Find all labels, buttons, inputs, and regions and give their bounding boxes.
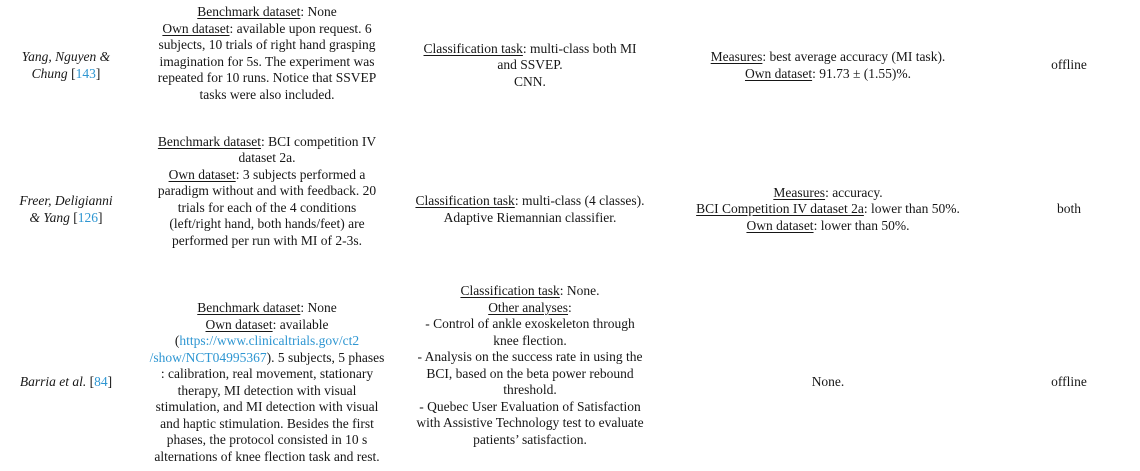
text-run: : None.: [559, 283, 600, 298]
text-line: [197, 300, 336, 317]
text-run: ]: [95, 65, 101, 81]
text-run: trials for each of the 4 conditions: [177, 199, 357, 215]
text-line: [178, 383, 357, 400]
measures-cell: [658, 7, 998, 124]
text-run: : available upon request. 6: [229, 20, 372, 36]
text-run: : best average accuracy (MI task).: [762, 49, 946, 64]
text-run: BCI Competition IV dataset 2a: [696, 201, 864, 217]
text-line: [167, 432, 368, 449]
text-run: - Control of ankle exoskeleton through: [425, 316, 635, 331]
dataset-cell: [132, 0, 402, 112]
classification-cell: [402, 7, 658, 124]
text-run: imagination for 5s. The experiment was: [159, 53, 375, 69]
dataset-cell: [132, 117, 402, 266]
reference-link[interactable]: /show/NCT04995367: [149, 349, 267, 365]
text-run: with Assistive Technology test to evaluate: [416, 415, 644, 430]
text-run: ]: [107, 374, 113, 390]
text-line: [419, 399, 641, 416]
text-line: [746, 218, 909, 235]
text-line: [158, 37, 375, 54]
dataset-cell: [132, 280, 402, 471]
text-line: [711, 49, 946, 66]
text-run: alternations of knee flection task and rest.: [154, 448, 380, 464]
text-line: [169, 167, 366, 184]
text-run: Benchmark dataset: [197, 4, 301, 19]
text-line: [160, 54, 375, 71]
text-run: Classification task: [423, 40, 523, 56]
text-run: dataset 2a.: [238, 150, 296, 166]
text-run: : accuracy.: [825, 184, 883, 200]
text-line: [150, 350, 385, 367]
text-line: [493, 333, 566, 350]
text-run: Chung: [31, 65, 72, 81]
text-line: [745, 66, 911, 83]
text-run: Benchmark dataset: [157, 133, 261, 149]
text-run: (left/right hand, both hands/feet) are: [169, 216, 365, 232]
text-line: [175, 333, 359, 350]
text-line: [154, 449, 379, 466]
text-line: [19, 193, 112, 210]
text-line: [415, 193, 644, 210]
text-line: [29, 210, 102, 227]
mode-label: offline: [1051, 374, 1087, 390]
mode-label: offline: [1051, 57, 1087, 73]
text-run: Own dataset: [162, 20, 230, 36]
text-run: : multi-class (4 classes).: [514, 193, 645, 208]
text-line: [197, 4, 336, 21]
text-run: paradigm without and with feedback. 20: [157, 183, 377, 199]
text-line: [158, 70, 377, 87]
text-line: [425, 316, 635, 333]
text-run: : 91.73 ± (1.55)%.: [812, 65, 911, 81]
text-line: [172, 233, 362, 250]
text-run: subjects, 10 trials of right hand grasping: [158, 37, 376, 52]
text-line: [488, 300, 572, 317]
text-run: - Quebec User Evaluation of Satisfaction: [419, 398, 641, 414]
text-run: Own dataset: [744, 65, 813, 81]
text-run: None.: [811, 374, 845, 390]
text-run: CNN.: [514, 73, 546, 89]
text-line: [158, 183, 376, 200]
text-run: - Analysis on the success rate in using the: [417, 349, 643, 364]
text-run: Measures: [710, 49, 763, 64]
text-line: [497, 57, 562, 74]
text-run: & Yang: [29, 209, 74, 225]
classification-cell: [402, 263, 658, 468]
measures-cell: [658, 280, 998, 471]
text-run: Own dataset: [168, 166, 236, 182]
text-run: : available: [272, 316, 329, 332]
text-line: [416, 415, 643, 432]
text-line: [503, 382, 557, 399]
text-run: Classification task: [415, 193, 515, 208]
classification-cell: [402, 135, 658, 284]
text-line: [160, 416, 374, 433]
text-line: [169, 216, 364, 233]
text-run: patients’ satisfaction.: [473, 431, 587, 447]
text-run: : None: [300, 300, 337, 315]
mode-label: both: [1056, 201, 1081, 217]
text-run: [: [73, 209, 78, 225]
text-line: [162, 21, 371, 38]
text-run: : lower than 50%.: [813, 217, 910, 233]
text-run: Classification task: [460, 283, 560, 298]
text-line: [418, 349, 643, 366]
mode-cell: [998, 135, 1140, 284]
text-run: : multi-class both MI: [522, 40, 637, 56]
text-line: [158, 134, 376, 151]
text-run: knee flection.: [493, 332, 567, 348]
text-line: [161, 366, 373, 383]
text-line: [460, 283, 599, 300]
author-cell: [0, 7, 132, 124]
text-run: Barria et al.: [19, 374, 90, 390]
text-line: [773, 185, 882, 202]
author-cell: [0, 280, 132, 471]
text-run: repeated for 10 runs. Notice that SSVEP: [157, 70, 377, 85]
text-run: [: [71, 65, 76, 81]
text-line: [424, 41, 637, 58]
text-run: performed per run with MI of 2-3s.: [171, 232, 363, 248]
reference-link[interactable]: 143: [75, 65, 96, 81]
text-line: [812, 374, 845, 391]
text-line: [178, 200, 356, 217]
text-run: : calibration, real movement, stationary: [160, 366, 374, 381]
text-run: : None: [300, 4, 337, 19]
mode-cell: [998, 280, 1140, 471]
text-run: BCI, based on the beta power rebound: [426, 365, 634, 381]
text-run: Other analyses: [488, 299, 569, 315]
reference-link[interactable]: https://www.clinicaltrials.gov/ct2: [179, 333, 360, 348]
text-line: [206, 317, 329, 334]
text-line: [200, 87, 335, 104]
text-run: ]: [98, 209, 103, 225]
reference-link[interactable]: 84: [94, 374, 108, 390]
text-run: [: [89, 374, 95, 390]
text-run: stimulation, and MI detection with visual: [155, 399, 379, 414]
text-run: (: [174, 333, 180, 348]
text-run: therapy, MI detection with visual: [177, 382, 357, 398]
text-run: Adaptive Riemannian classifier.: [443, 209, 617, 225]
text-run: : BCI competition IV: [260, 133, 377, 149]
text-line: [473, 432, 587, 449]
text-run: Benchmark dataset: [197, 300, 301, 315]
text-run: Freer, Deligianni: [19, 193, 113, 208]
text-line: [156, 399, 379, 416]
text-run: Own dataset: [746, 217, 814, 233]
text-run: Measures: [773, 184, 826, 200]
text-run: Yang, Nguyen &: [21, 49, 111, 64]
text-run: : lower than 50%.: [863, 201, 960, 217]
text-run: phases, the protocol consisted in 10 s: [166, 432, 368, 447]
author-cell: [0, 135, 132, 284]
text-run: ). 5 subjects, 5 phases: [266, 349, 385, 365]
text-run: : 3 subjects performed a: [235, 166, 366, 182]
text-line: [696, 201, 960, 218]
text-run: Own dataset: [205, 316, 273, 332]
measures-cell: [658, 135, 998, 284]
reference-link[interactable]: 126: [77, 209, 99, 225]
text-run: :: [568, 299, 572, 315]
text-line: [444, 210, 617, 227]
mode-cell: [998, 7, 1140, 124]
text-line: [22, 49, 110, 66]
text-line: [32, 66, 101, 83]
text-line: [239, 150, 296, 167]
text-run: and haptic stimulation. Besides the first: [160, 415, 374, 431]
text-line: [514, 74, 546, 91]
text-line: [20, 374, 112, 391]
text-run: threshold.: [503, 382, 557, 397]
text-run: and SSVEP.: [497, 57, 563, 73]
text-line: [426, 366, 633, 383]
text-run: tasks were also included.: [199, 86, 335, 102]
